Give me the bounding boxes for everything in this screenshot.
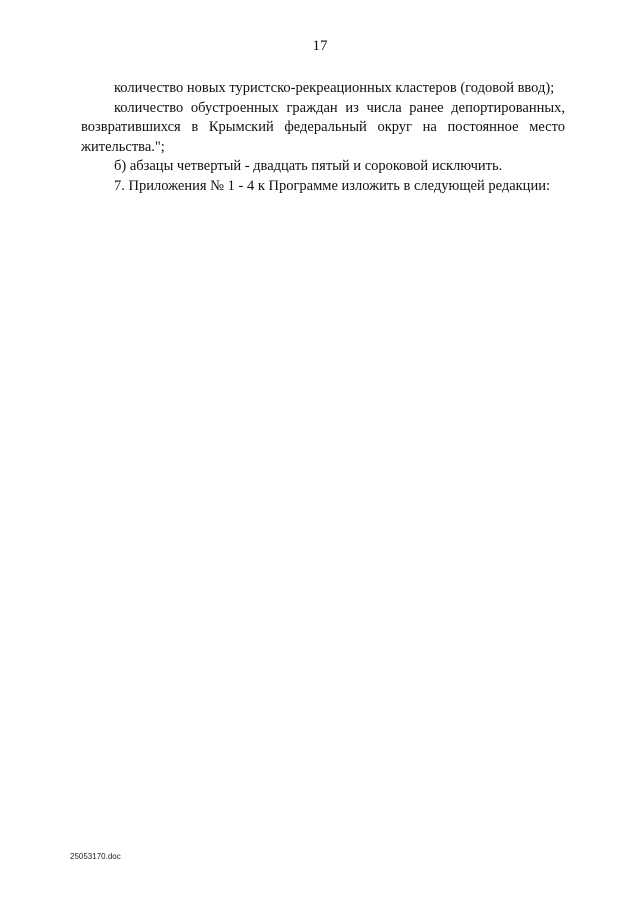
- paragraph-appendices: 7. Приложения № 1 - 4 к Программе изложить в следующей редакции:: [114, 177, 550, 194]
- page-number: 17: [312, 38, 328, 54]
- paragraph-exclude-subparagraphs: б) абзацы четвертый - двадцать пятый и сороковой исключить.: [114, 158, 503, 174]
- document-body: [81, 79, 565, 196]
- footer-document-id: 25053170.doc: [70, 852, 121, 861]
- paragraph-tourist-clusters: количество новых туристско-рекреационных кластеров (годовой ввод);: [114, 80, 555, 96]
- paragraph-deported-citizens: количество обустроенных граждан из числа ранее депортированных, возвратившихся в Крымский федеральный округ на постоянное место жительства.";: [81, 99, 565, 155]
